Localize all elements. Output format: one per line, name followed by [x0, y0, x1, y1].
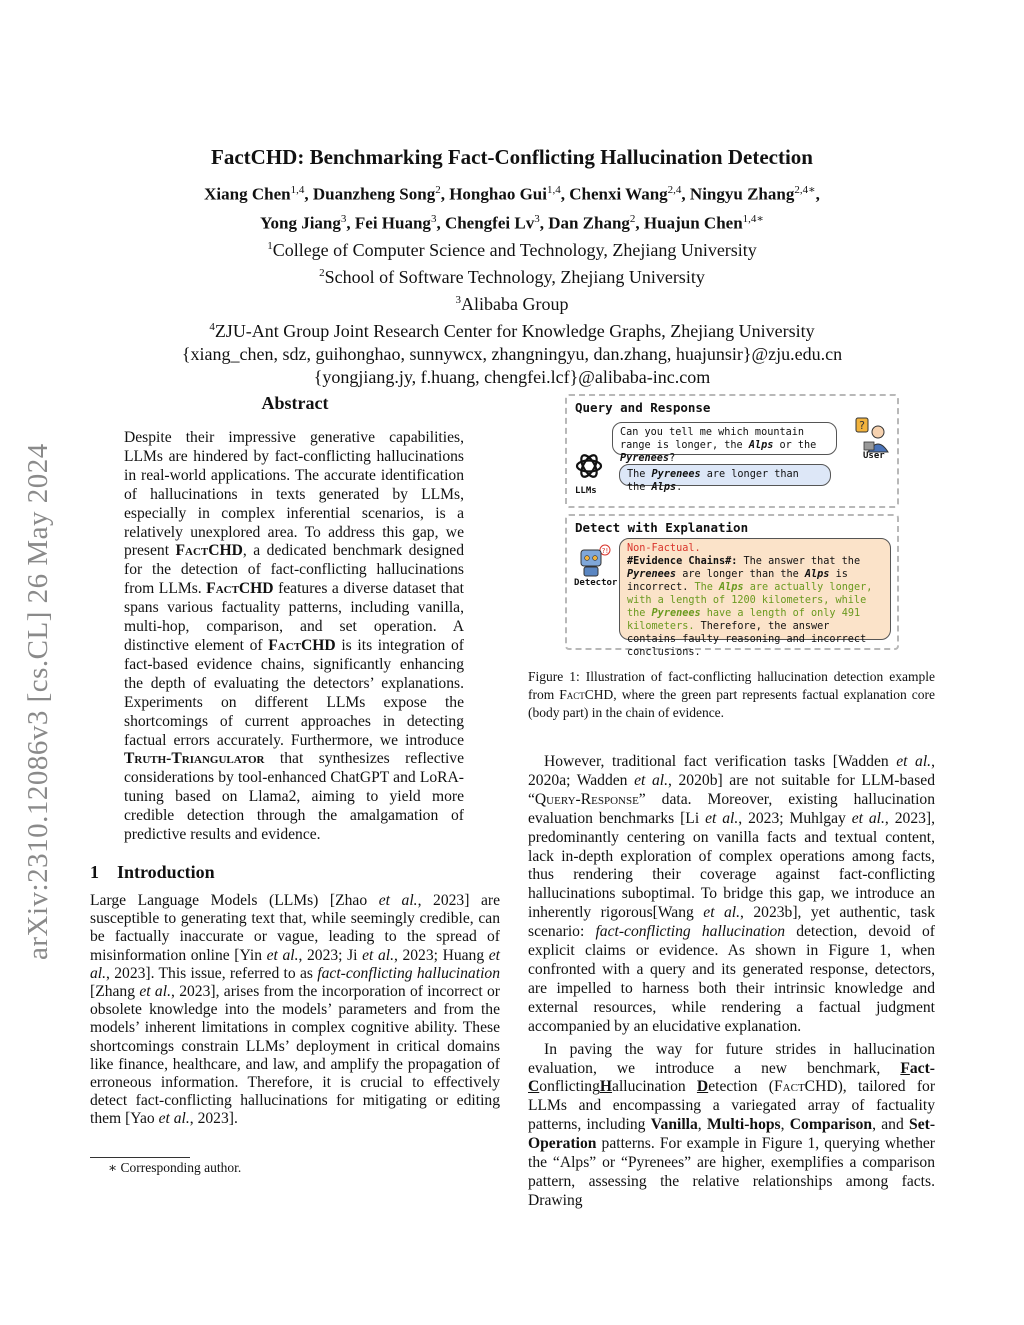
author-name: Chengfei Lv [444, 213, 535, 233]
introduction-paragraph: Large Language Models (LLMs) [Zhao et al., 2023] are susceptible to generating text that, while seemingly credible, can be factually inaccurate or vague, leading to the spread of misinformation online [Yin et al., 2023; Ji et al., 2023; Huang et al., 2023]. This issue, referred to as fact-conflicting hallucination [Zhang et al., 2023], arises from the incorporation of incorrect or obsolete knowledge into the models’ parameters and from the models’ inherent limitations in complex cognitive ability. These shortcomings constrain LLMs’ deployment in critical domains like finance, healthcare, and law, and amplify the propagation of erroneous information. Therefore, it is crucial to effectively detect fact-conflicting hallucinations for mitigating or editing them [Yao et al., 2023]. [90, 892, 500, 1128]
affiliation: $^4$ZJU-Ant Group Joint Research Center for Knowledge Graphs, Zhejiang University [209, 321, 815, 342]
factual-core: The Alps are actually longer, with a length of 1200 kilometers, while the Pyrenees have a length of only 491 kilometers. [627, 582, 873, 632]
detector-label: Detector [574, 578, 618, 588]
affiliation: $^3$Alibaba Group [455, 294, 569, 315]
author-name: Huajun Chen [643, 213, 743, 233]
user-label: User [863, 451, 885, 461]
panel-title: Detect with Explanation [575, 520, 749, 535]
email-line-2: {yongjiang.jy, f.huang, chengfei.lcf}@alibaba-inc.com [313, 367, 711, 388]
svg-text:?: ? [859, 419, 865, 432]
abstract-heading: Abstract [261, 393, 329, 413]
author-name: Yong Jiang [260, 213, 341, 233]
right-column-text [528, 753, 935, 1211]
benchmark-name: FactCHD [175, 542, 243, 560]
response-bubble: The Pyrenees are longer than the Alps. [619, 464, 831, 486]
author-affiliation-mark: 2 [435, 184, 441, 196]
abstract-body: Despite their impressive generative capabilities, LLMs are hindered by fact-conflicting hallucinations in real-world applications. The accurate identification of hallucinations in texts generated by LLMs, especially in complex inferential scenarios, is a relatively unexplored area. To address this gap, we present FactCHD, a dedicated benchmark designed for the detection of fact-conflicting hallucinations from LLMs. FactCHD features a diverse dataset that spans various factuality patterns, including vanilla, multi-hop, comparison, and set operation. A distinctive element of FactCHD is its integration of fact-based evidence chains, significantly enhancing the depth of evaluating the detectors’ explanations. Experiments on different LLMs expose the shortcomings of current approaches in detecting factual errors accurately. Furthermore, we introduce Truth-Triangulator that synthesizes reflective considerations by tool-enhanced ChatGPT and LoRA-tuning based on Llama2, aiming to yield more credible detection through the amalgamation of predictive results and evidence. [124, 429, 465, 844]
llm-logo-icon [573, 450, 605, 486]
section-number: 1 [90, 862, 99, 882]
author-affiliation-mark: 2,4∗ [794, 184, 816, 196]
question-bubble: Can you tell me which mountain range is longer, the Alps or the Pyrenees? [612, 422, 837, 455]
svg-text:?!: ?! [601, 547, 609, 555]
paper-header [60, 145, 964, 389]
author-affiliation-mark: 3 [340, 212, 347, 225]
affiliations [60, 235, 964, 343]
author-affiliation-mark: 1,4 [547, 184, 561, 196]
author-name: Honghao Gui [449, 184, 547, 204]
author-affiliation-mark: 1,4∗ [742, 212, 764, 225]
paragraph: In paving the way for future strides in hallucination evaluation, we introduce a new benchmark, Fact-ConflictingHallucination Detection (FactCHD), tailored for LLMs and encompassing a variegated array of factuality patterns, including Vanilla, Multi-hops, Comparison, and Set-Operation patterns. For example in Figure 1, querying whether the “Alps” or “Pyrenees” are higher, exemplifies a comparison pattern, assessing the relative relationships among facts. Drawing [528, 1040, 936, 1209]
author-name: Xiang Chen [204, 184, 291, 204]
author-affiliation-mark: 3 [430, 212, 437, 225]
author-name: Duanzheng Song [312, 184, 436, 204]
paper-title: FactCHD: Benchmarking Fact-Conflicting Hallucination Detection [211, 145, 813, 169]
figure-detect-explanation-panel [565, 514, 899, 658]
authors-line-1: Xiang Chen$^{1,4}$, Duanzheng Song$^2$, Honghao Gui$^{1,4}$, Chenxi Wang$^{2,4}$, Ningyu Zhang$^{2,4∗}$, [204, 184, 820, 204]
footnote-rule [90, 1157, 190, 1158]
paragraph: However, traditional fact verification tasks [Wadden et al., 2020a; Wadden et al., 2020b] are not suitable for LLM-based “Query-Response” data. Moreover, existing hallucination evaluation benchmarks [Li et al., 2023; Muhlgay et al., 2023], predominantly centering on vanilla facts and textual content, lack in-depth exploration of complex operations among facts, thus rendering their coverage against fact-conflicting hallucinations suboptimal. To bridge this gap, we introduce an inherently rigorous[Wang et al., 2023b], yet authentic, task scenario: fact-conflicting hallucination detection, devoid of explicit claims or evidence. As shown in Figure 1, when confronted with a query and its generated response, detectors, are impelled to harness both their intrinsic knowledge and external resources, while rendering a factual judgment accompanied by an elucidative explanation. [528, 753, 936, 1035]
benchmark-name: FactCHD [268, 636, 336, 654]
footnote: ∗ Corresponding author. [108, 1160, 242, 1175]
section-title: Introduction [117, 862, 215, 882]
author-name: Chenxi Wang [569, 184, 668, 204]
author-affiliation-mark: 1,4 [290, 184, 305, 196]
email-line-1: {xiang_chen, sdz, guihonghao, sunnywcx, zhangningyu, dan.zhang, huajunsir}@zju.edu.cn [181, 344, 843, 365]
affiliation: $^2$School of Software Technology, Zhejiang University [319, 267, 705, 288]
verdict-label: Non-Factual. [627, 543, 701, 554]
author-name: Fei Huang [354, 213, 431, 233]
llms-label: LLMs [575, 486, 597, 496]
author-affiliation-mark: 2 [629, 212, 636, 225]
panel-title: Query and Response [575, 400, 711, 415]
benchmark-name: FactCHD [206, 580, 274, 598]
figure-caption: Figure 1: Illustration of fact-conflicting hallucination detection example from FactCHD, where the green part represents factual explanation core (body part) in the chain of evidence. [528, 669, 935, 720]
author-name: Dan Zhang [548, 213, 630, 233]
figure-query-response-panel [565, 394, 899, 508]
detection-bubble: Non-Factual. #Evidence Chains#: The answer that the Pyrenees are longer than the Alps is incorrect. The Alps are actually longer, with a length of 1200 kilometers, while the Pyrenees have a length of only 491 kilometers. Therefore, the answer contains faulty reasoning and incorrect conclusions. [619, 538, 891, 640]
author-affiliation-mark: 3 [534, 212, 540, 225]
authors-line-2: Yong Jiang$^3$, Fei Huang$^3$, Chengfei Lv$^3$, Dan Zhang$^2$, Huajun Chen$^{1,4∗}$ [260, 212, 764, 233]
author-affiliation-mark: 2,4 [667, 184, 682, 196]
affiliation: $^1$College of Computer Science and Technology, Zhejiang University [267, 240, 757, 261]
author-name: Ningyu Zhang [689, 184, 795, 204]
section-heading-introduction [90, 862, 233, 883]
detector-robot-icon [575, 544, 613, 582]
arxiv-identifier: arXiv:2310.12086v3 [cs.CL] 26 May 2024 [22, 443, 54, 960]
method-name: Truth-Triangulator [124, 750, 265, 768]
